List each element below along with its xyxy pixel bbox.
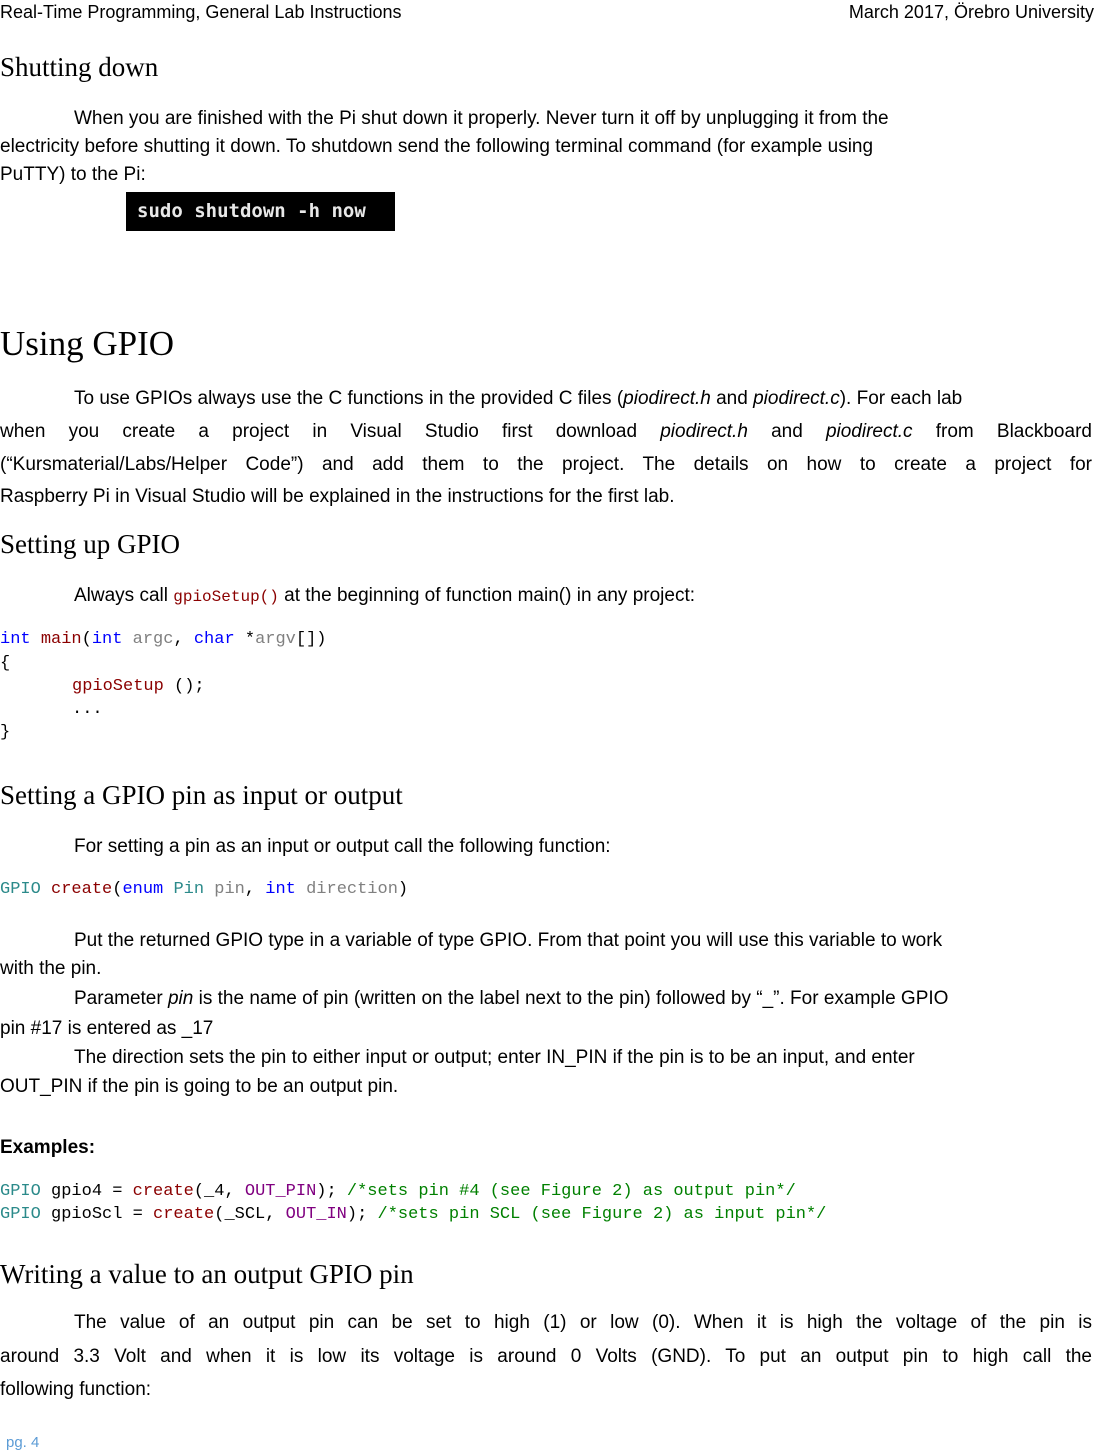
code-ellipsis: ... [72,700,103,719]
code-brace-open: { [0,654,11,673]
heading-setting-up-gpio: Setting up GPIO [0,529,181,559]
terminal-command: sudo shutdown -h now [126,192,395,231]
shutdown-text-line2: electricity before shutting it down. To shutdown send the following terminal command (for example using [0,136,874,157]
code-main-signature: int main(int argc, char *argv[]) [0,630,327,649]
heading-gpio-input-output: Setting a GPIO pin as input or output [0,780,403,810]
heading-writing-output: Writing a value to an output GPIO pin [0,1259,414,1289]
code-example-2: GPIO gpioScl = create(_SCL, OUT_IN); /*sets pin SCL (see Figure 2) as input pin*/ [0,1205,827,1224]
write-line2: around 3.3 Volt and when it is low its voltage is around 0 Volts (GND). To put an output pin to high call the [0,1346,1092,1367]
shutdown-text-line3: PuTTY) to the Pi: [0,164,146,185]
gpio-intro-line1: To use GPIOs always use the C functions in the provided C files (piodirect.h and piodirect.c). For each lab [74,388,963,409]
io-para1-line1: Put the returned GPIO type in a variable of type GPIO. From that point you will use this variable to work [74,930,943,951]
examples-label: Examples: [0,1137,96,1158]
setup-text: Always call gpioSetup() at the beginning of function main() in any project: [74,585,696,606]
io-intro: For setting a pin as an input or output call the following function: [74,836,611,857]
gpio-intro-line3: (“Kursmaterial/Labs/Helper Code”) and add them to the project. The details on how to create a project for [0,454,1092,475]
io-para1-line2: with the pin. [0,958,102,979]
code-example-1: GPIO gpio4 = create(_4, OUT_PIN); /*sets pin #4 (see Figure 2) as output pin*/ [0,1182,796,1201]
heading-shutting-down: Shutting down [0,52,159,82]
gpio-intro-line2: when you create a project in Visual Studio first download piodirect.h and piodirect.c from Blackboard [0,421,1092,442]
code-create-signature: GPIO create(enum Pin pin, int direction) [0,880,409,899]
running-header-right: March 2017, Örebro University [848,2,1094,22]
code-gpiosetup-call: gpioSetup (); [72,677,205,696]
gpio-intro-line4: Raspberry Pi in Visual Studio will be explained in the instructions for the first lab. [0,486,675,507]
write-line1: The value of an output pin can be set to high (1) or low (0). When it is high the voltage of the pin is [74,1312,1092,1333]
page-number: pg. 4 [6,1434,40,1451]
code-brace-close: } [0,723,11,742]
heading-using-gpio: Using GPIO [0,324,175,363]
write-line3: following function: [0,1379,152,1400]
io-para2-line1: Parameter pin is the name of pin (written on the label next to the pin) followed by “_”. For example GPIO [74,988,949,1009]
shutdown-text-line1: When you are finished with the Pi shut down it properly. Never turn it off by unplugging it from the [74,108,889,129]
running-header-left: Real-Time Programming, General Lab Instructions [0,2,402,22]
io-para3-line1: The direction sets the pin to either input or output; enter IN_PIN if the pin is to be an input, and enter [74,1047,915,1068]
io-para2-line2: pin #17 is entered as _17 [0,1018,214,1039]
io-para3-line2: OUT_PIN if the pin is going to be an output pin. [0,1076,399,1097]
